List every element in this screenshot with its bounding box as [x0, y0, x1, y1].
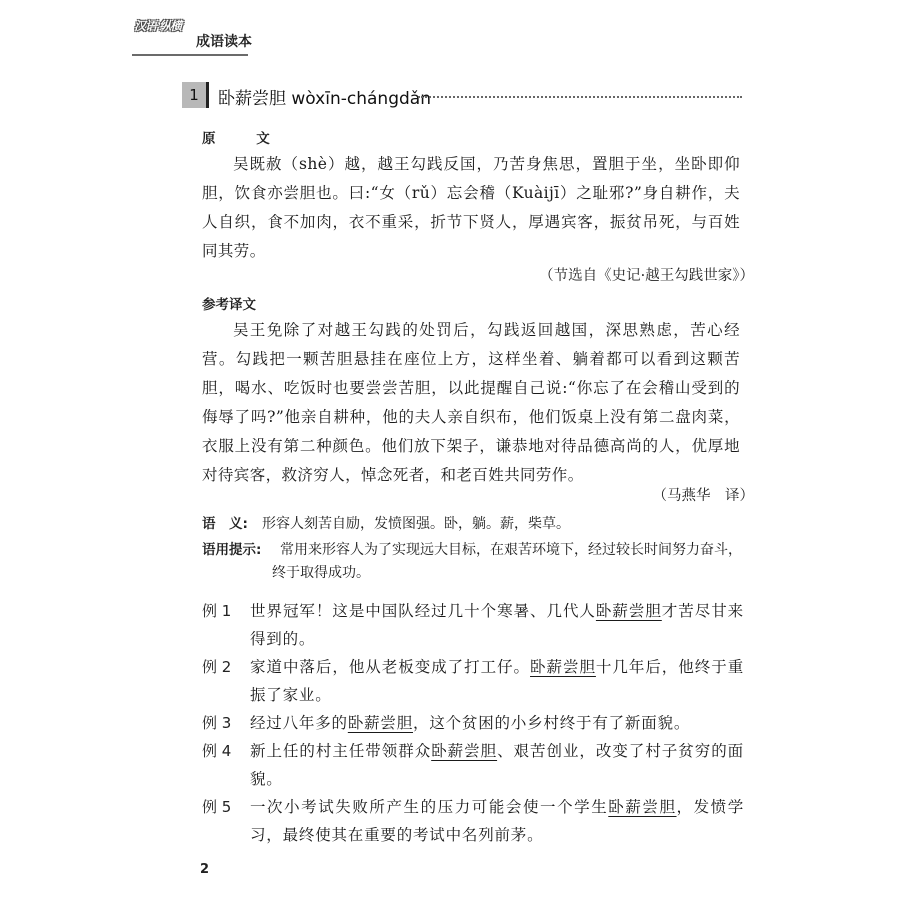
example-text: 家道中落后，他从老板变成了打工仔。卧薪尝胆十几年后，他终于重振了家业。 [250, 658, 744, 704]
book-title: 成语读本 [196, 34, 252, 50]
dotted-leader [418, 96, 742, 98]
example-label: 例 5 [202, 798, 232, 816]
original-label: 原 文 [202, 131, 288, 147]
usage-label: 语用提示: [202, 542, 262, 558]
meaning-label: 语 义: [202, 516, 248, 532]
running-header [128, 16, 388, 60]
example-text: 新上任的村主任带领群众卧薪尝胆、艰苦创业，改变了村子贫穷的面貌。 [250, 742, 744, 788]
header-rule [132, 54, 248, 56]
idiom-highlight: 卧薪尝胆 [347, 714, 414, 732]
original-source: （节选自《史记·越王勾践世家》） [539, 268, 754, 284]
example-label: 例 2 [202, 658, 232, 676]
example-text: 世界冠军！这是中国队经过几十个寒暑、几代人卧薪尝胆才苦尽甘来得到的。 [250, 602, 744, 648]
page-number: 2 [200, 862, 210, 877]
translation-text: 吴王免除了对越王勾践的处罚后，勾践返回越国，深思熟虑，苦心经营。勾践把一颗苦胆悬挂在座位上方，这样坐着、躺着都可以看到这颗苦胆，喝水、吃饭时也要尝尝苦胆，以此提醒自己说:“你忘了在会稽山受到的侮辱了吗?”他亲自耕种，他的夫人亲自织布，他们饭桌上没有第二盘肉菜，衣服上没有第二种颜色。他们放下架子，谦恭地对待品德高尚的人，优厚地对待宾客，救济穷人，悼念死者，和老百姓共同劳作。 [202, 321, 740, 484]
idiom-title: 卧薪尝胆 wòxīn-chángdǎn [218, 89, 431, 109]
idiom-highlight: 卧薪尝胆 [530, 658, 596, 676]
idiom-highlight: 卧薪尝胆 [595, 602, 662, 620]
series-logo: 汉语 纵横 [134, 19, 182, 33]
original-text: 吴既赦（shè）越，越王勾践反国，乃苦身焦思，置胆于坐，坐卧即仰胆，饮食亦尝胆也。曰:“女（rǔ）忘会稽（Kuàijī）之耻邪?”身自耕作，夫人自织，食不加肉，衣不重采，折节下贤人，厚遇宾客，振贫吊死，与百姓同其劳。 [202, 155, 740, 260]
idiom-highlight: 卧薪尝胆 [431, 742, 498, 760]
idiom-heading [182, 82, 742, 108]
heading-divider [206, 82, 209, 108]
translator-credit: （马燕华 译） [652, 488, 754, 504]
usage-text-line2: 终于取得成功。 [272, 565, 370, 581]
example-label: 例 3 [202, 714, 232, 732]
example-text: 经过八年多的卧薪尝胆，这个贫困的小乡村终于有了新面貌。 [250, 714, 691, 732]
idiom-number-badge: 1 [182, 82, 206, 108]
idiom-highlight: 卧薪尝胆 [608, 798, 677, 816]
example-text: 一次小考试失败所产生的压力可能会使一个学生卧薪尝胆，发愤学习，最终使其在重要的考试中名列前茅。 [250, 798, 744, 844]
translation-label: 参考译文 [202, 297, 256, 313]
meaning-text: 形容人刻苦自励，发愤图强。卧，躺。薪，柴草。 [262, 516, 570, 532]
example-label: 例 4 [202, 742, 232, 760]
usage-text-line1: 常用来形容人为了实现远大目标，在艰苦环境下，经过较长时间努力奋斗， [280, 542, 742, 558]
example-label: 例 1 [202, 602, 232, 620]
